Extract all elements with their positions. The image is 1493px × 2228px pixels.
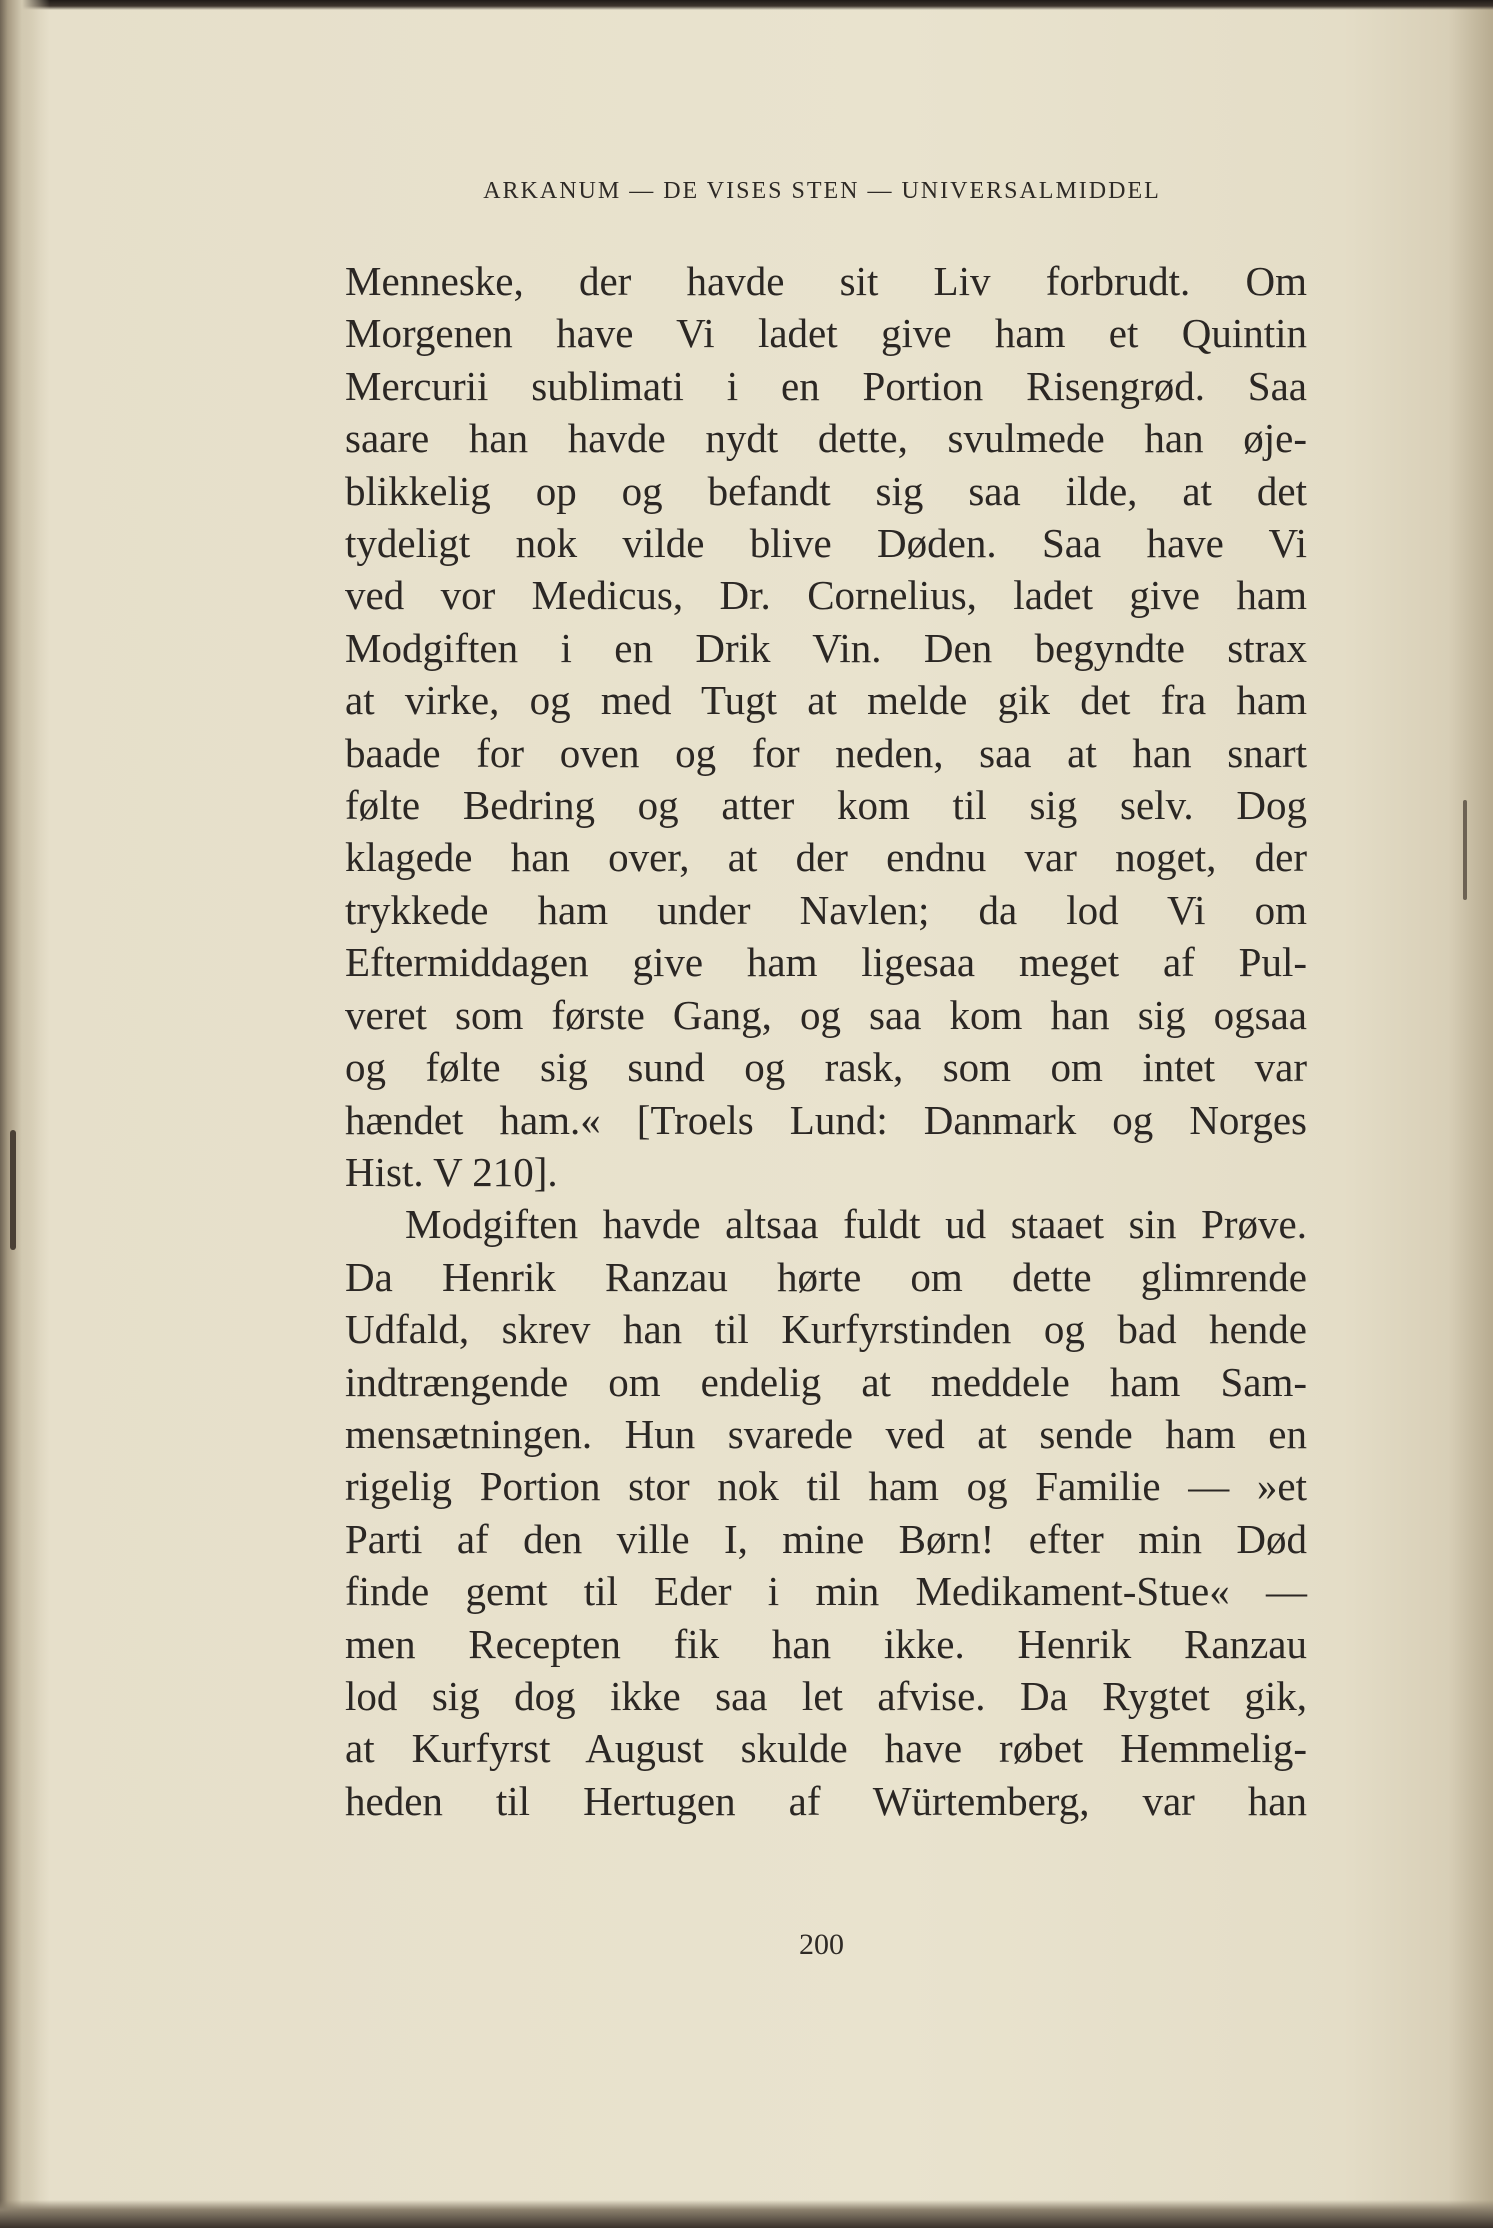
text-line: Eftermiddagen give ham ligesaa meget af Pul-	[345, 939, 1307, 986]
paragraph-2	[345, 1198, 1307, 1827]
text-line: finde gemt til Eder i min Medikament-Stue« —	[345, 1568, 1307, 1615]
gutter-mark	[10, 1130, 16, 1250]
text-line: saare han havde nydt dette, svulmede han øje-	[345, 415, 1307, 462]
text-line: lod sig dog ikke saa let afvise. Da Rygtet gik,	[345, 1672, 1307, 1719]
page-top-edge	[0, 0, 1493, 10]
text-line: Da Henrik Ranzau hørte om dette glimrende	[345, 1253, 1307, 1300]
page-number: 200	[799, 1928, 844, 1961]
running-head: ARKANUM — DE VISES STEN — UNIVERSALMIDDEL	[483, 178, 1161, 204]
text-line: heden til Hertugen af Würtemberg, var han	[345, 1777, 1307, 1824]
text-line: klagede han over, at der endnu var noget, der	[345, 834, 1307, 881]
text-line: at Kurfyrst August skulde have røbet Hemmelig-	[345, 1725, 1307, 1772]
text-line: Modgiften havde altsaa fuldt ud staaet sin Prøve.	[405, 1201, 1307, 1248]
body-text	[345, 255, 1307, 1827]
text-line: Menneske, der havde sit Liv forbrudt. Om	[345, 258, 1307, 304]
page-bottom-edge	[0, 2200, 1493, 2228]
page-edge-mark	[1463, 800, 1467, 900]
text-line: baade for oven og for neden, saa at han snart	[345, 729, 1307, 776]
text-line: Udfald, skrev han til Kurfyrstinden og bad hende	[345, 1306, 1307, 1353]
text-line: at virke, og med Tugt at melde gik det fra ham	[345, 677, 1307, 724]
text-line: indtrængende om endelig at meddele ham Sam-	[345, 1358, 1307, 1405]
text-line: Parti af den ville I, mine Børn! efter min Død	[345, 1515, 1307, 1562]
text-line: Modgiften i en Drik Vin. Den begyndte strax	[345, 624, 1307, 671]
text-line: Mercurii sublimati i en Portion Risengrød. Saa	[345, 362, 1307, 409]
text-line: rigelig Portion stor nok til ham og Familie — »et	[345, 1463, 1307, 1510]
text-line: Hist. V 210].	[345, 1148, 558, 1195]
text-line: trykkede ham under Navlen; da lod Vi om	[345, 886, 1307, 933]
text-line: blikkelig op og befandt sig saa ilde, at det	[345, 467, 1307, 514]
book-gutter	[0, 0, 50, 2228]
text-line: ved vor Medicus, Dr. Cornelius, ladet give ham	[345, 572, 1307, 619]
paragraph-1	[345, 255, 1307, 1198]
text-line: og følte sig sund og rask, som om intet var	[345, 1044, 1307, 1091]
text-line: men Recepten fik han ikke. Henrik Ranzau	[345, 1620, 1307, 1667]
text-line: Morgenen have Vi ladet give ham et Quintin	[345, 310, 1307, 357]
text-line: mensætningen. Hun svarede ved at sende ham en	[345, 1410, 1307, 1457]
text-line: tydeligt nok vilde blive Døden. Saa have Vi	[345, 520, 1307, 567]
text-line: veret som første Gang, og saa kom han sig ogsaa	[345, 991, 1307, 1038]
text-line: hændet ham.« [Troels Lund: Danmark og Norges	[345, 1096, 1307, 1143]
text-line: følte Bedring og atter kom til sig selv. Dog	[345, 782, 1307, 829]
